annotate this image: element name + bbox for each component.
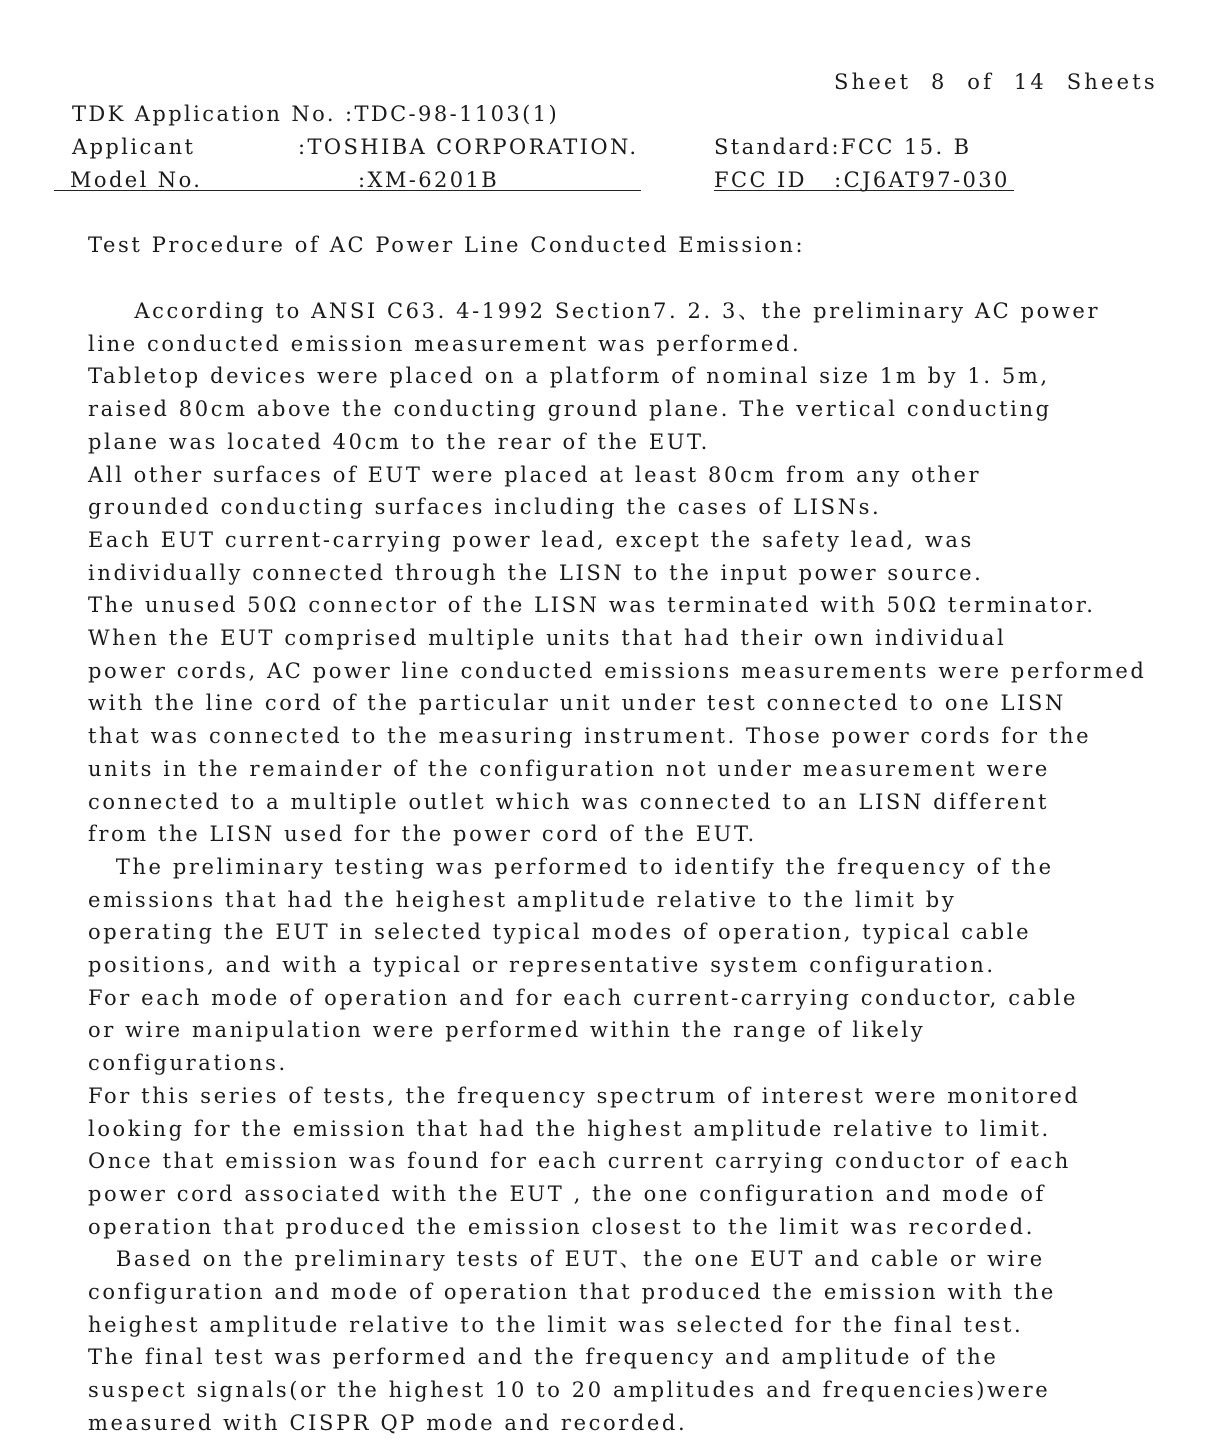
body-line: connected to a multiple outlet which was connected to an LISN different [88, 789, 1050, 814]
body-line: Tabletop devices were placed on a platform of nominal size 1m by 1. 5m, [88, 364, 1050, 389]
body-line: units in the remainder of the configuration not under measurement were [88, 756, 1050, 781]
body-line: from the LISN used for the power cord of the EUT. [88, 822, 757, 847]
sheet-number: Sheet 8 of 14 Sheets [834, 70, 1158, 94]
body-line: All other surfaces of EUT were placed at least 80cm from any other [88, 462, 982, 487]
body-line: measured with CISPR QP mode and recorded. [88, 1410, 688, 1435]
body-line: with the line cord of the particular unit under test connected to one LISN [88, 691, 1066, 716]
body-line: operating the EUT in selected typical modes of operation, typical cable [88, 920, 1032, 945]
application-number: TDK Application No. :TDC-98-1103(1) [72, 102, 560, 126]
body-line: The preliminary testing was performed to identify the frequency of the [88, 854, 1054, 879]
body-line: The unused 50Ω connector of the LISN was terminated with 50Ω terminator. [88, 593, 1096, 618]
body-line: positions, and with a typical or representative system configuration. [88, 953, 996, 977]
applicant-label: Applicant [72, 135, 196, 159]
body-line: raised 80cm above the conducting ground plane. The vertical conducting [88, 397, 1052, 422]
body-line: power cords, AC power line conducted emissions measurements were performed [88, 658, 1147, 683]
body-line: The final test was performed and the frequency and amplitude of the [88, 1345, 999, 1370]
body-line: configurations. [88, 1051, 288, 1076]
body-line: or wire manipulation were performed within the range of likely [88, 1018, 926, 1043]
body-line: Based on the preliminary tests of EUT、the one EUT and cable or wire [88, 1247, 1045, 1272]
body-line: For this series of tests, the frequency spectrum of interest were monitored [88, 1083, 1081, 1108]
body-line: According to ANSI C63. 4-1992 Section7. 2. 3、the preliminary AC power [88, 299, 1101, 323]
body-line: operation that produced the emission closest to the limit was recorded. [88, 1214, 1035, 1239]
body-line: configuration and mode of operation that produced the emission with the [88, 1280, 1056, 1304]
fcc-id: FCC ID :CJ6AT97-030 [714, 168, 1010, 192]
body-line: emissions that had the heighest amplitude relative to the limit by [88, 887, 957, 912]
body-line: line conducted emission measurement was performed. [88, 331, 802, 356]
document-title: Test Procedure of AC Power Line Conducted Emission: [88, 233, 806, 257]
body-line: heighest amplitude relative to the limit was selected for the final test. [88, 1312, 1024, 1337]
body-line: looking for the emission that had the highest amplitude relative to limit. [88, 1116, 1051, 1141]
model-value: :XM-6201B [358, 168, 500, 192]
body-line: grounded conducting surfaces including the cases of LISNs. [88, 495, 882, 520]
body-line: For each mode of operation and for each current-carrying conductor, cable [88, 985, 1079, 1010]
model-label: Model No. [70, 168, 203, 192]
body-line: plane was located 40cm to the rear of the EUT. [88, 429, 710, 454]
applicant-value: :TOSHIBA CORPORATION. [298, 135, 639, 159]
header-underline-right [714, 190, 1014, 191]
body-line: suspect signals(or the highest 10 to 20 amplitudes and frequencies)were [88, 1378, 1051, 1403]
body-line: When the EUT comprised multiple units that had their own individual [88, 626, 1007, 650]
body-line: that was connected to the measuring instrument. Those power cords for the [88, 724, 1092, 749]
body-line: power cord associated with the EUT , the one configuration and mode of [88, 1181, 1046, 1206]
standard: Standard:FCC 15. B [714, 135, 972, 159]
body-line: Once that emission was found for each current carrying conductor of each [88, 1149, 1071, 1174]
header-underline-left [54, 190, 641, 191]
body-line: Each EUT current-carrying power lead, except the safety lead, was [88, 527, 974, 552]
body-line: individually connected through the LISN to the input power source. [88, 560, 984, 585]
